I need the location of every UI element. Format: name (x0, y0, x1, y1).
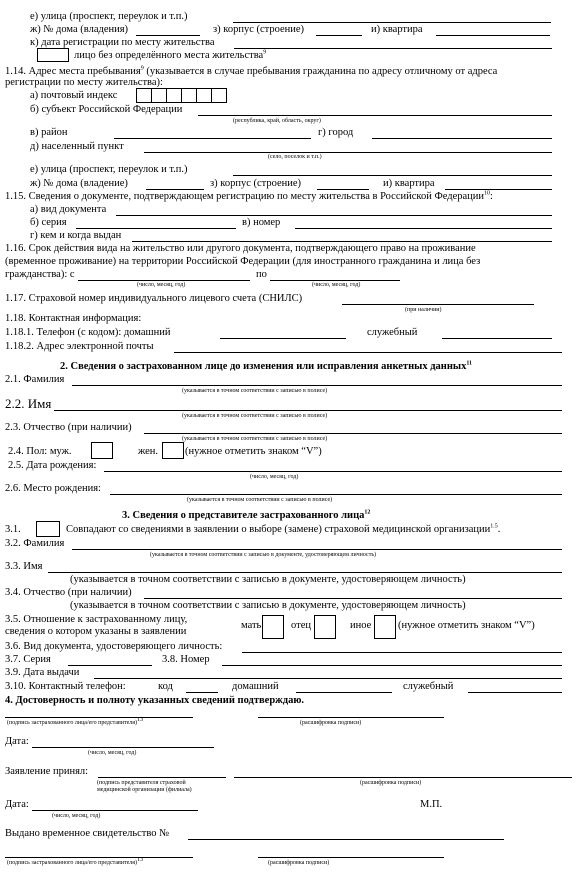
district-label: в) район (30, 127, 68, 138)
s3-match-checkbox[interactable] (36, 521, 60, 537)
s114-building-label: з) корпус (строение) (210, 178, 302, 189)
mp-label: М.П. (420, 799, 443, 810)
issued-field[interactable] (132, 241, 552, 242)
phone-home-label: 1.18.1. Телефон (с кодом): домашний (5, 327, 171, 338)
postcode-cell[interactable] (181, 88, 197, 103)
s3-issuedate-field[interactable] (94, 678, 562, 679)
apt-label: и) квартира (371, 24, 423, 35)
validfrom-hint: (число, месяц, год) (137, 282, 186, 288)
s2-birthplace-field[interactable] (110, 494, 562, 495)
street-field[interactable] (233, 22, 551, 23)
snils-field[interactable] (342, 304, 534, 305)
s3-match-num: 3.1. (5, 524, 21, 535)
s2-birthplace-hint: (указывается в точном соответствии с записью в полисе) (187, 497, 333, 503)
s114-street-field[interactable] (233, 175, 552, 176)
mother-checkbox[interactable] (262, 615, 284, 639)
accepted-label: Заявление принял: (5, 766, 89, 777)
regdate-label: к) дата регистрации по месту жительства (30, 37, 215, 48)
s2-sex-label: 2.4. Пол: муж. (8, 446, 72, 457)
snils-hint: (при наличии) (405, 307, 442, 313)
rep-hint1: (подпись представителя страховой (97, 780, 186, 786)
s2-name-hint: (указывается в точном соответствии с записью в полисе) (182, 413, 328, 419)
postcode-cell[interactable] (136, 88, 152, 103)
s3-relation-label2: сведения о котором указаны в заявлении (5, 626, 187, 637)
s3-surname-field[interactable] (72, 549, 562, 550)
signature2-decode-hint: (расшифровка подписи) (268, 860, 330, 866)
city-field[interactable] (372, 138, 552, 139)
apt-field[interactable] (436, 35, 550, 36)
other-checkbox[interactable] (374, 615, 396, 639)
postcode-cell[interactable] (211, 88, 227, 103)
phone-work-field[interactable] (442, 338, 552, 339)
series-label: б) серия (30, 217, 67, 228)
s3-name-hint: (указывается в точном соответствии с записью в документе, удостоверяющем личность) (70, 574, 466, 585)
s114-building-field[interactable] (317, 189, 369, 190)
email-field[interactable] (174, 352, 562, 353)
date2-field[interactable] (32, 810, 198, 811)
doctype-field[interactable] (116, 215, 552, 216)
s3-match-label: Совпадают со сведениями в заявлении о выборе (замене) страховой медицинской организации$^{1.5}$. (66, 523, 501, 535)
signature2-decode-line[interactable] (258, 857, 444, 858)
female-label: жен. (138, 446, 159, 457)
male-checkbox[interactable] (91, 442, 113, 459)
building-label: з) корпус (строение) (213, 24, 305, 35)
signature2-hint: (подпись застрахованного лица/его представителя)$^{13}$ (7, 857, 144, 866)
s3-number-label: 3.8. Номер (162, 654, 210, 665)
s3-number-field[interactable] (222, 665, 562, 666)
signature-decode-hint: (расшифровка подписи) (300, 720, 362, 726)
phone-home-field[interactable] (220, 338, 346, 339)
house-field[interactable] (136, 35, 200, 36)
subject-label: б) субъект Российской Федерации (30, 104, 183, 115)
s114-apt-field[interactable] (445, 189, 552, 190)
s2-patronymic-field[interactable] (144, 433, 562, 434)
s114-house-label: ж) № дома (владение) (30, 178, 128, 189)
s2-name-field[interactable] (54, 410, 562, 411)
date1-label: Дата: (5, 736, 29, 747)
subject-hint: (республика, край, область, округ) (233, 118, 321, 124)
s3-mark-hint: (нужное отметить знаком “V”) (398, 620, 535, 631)
date2-hint: (число, месяц, год) (52, 813, 101, 819)
section3-heading: 3. Сведения о представителе застрахованного лица$^{12}$ (122, 509, 371, 521)
s2-surname-label: 2.1. Фамилия (5, 374, 65, 385)
s2-birthdate-field[interactable] (104, 471, 562, 472)
noplace-label: лицо без определённого места жительства$^9$ (74, 49, 267, 61)
s2-surname-field[interactable] (72, 385, 562, 386)
validto-hint: (число, месяц, год) (312, 282, 361, 288)
accepted-decode-field[interactable] (234, 777, 572, 778)
s3-relation-label1: 3.5. Отношение к застрахованному лицу, (5, 614, 188, 625)
phone-work-label: служебный (367, 327, 418, 338)
issued-label: г) кем и когда выдан (30, 230, 122, 241)
s114-apt-label: и) квартира (383, 178, 435, 189)
postcode-cell[interactable] (166, 88, 182, 103)
date1-hint: (число, месяц, год) (88, 750, 137, 756)
street-label: е) улица (проспект, переулок и т.п.) (30, 11, 188, 22)
locality-field[interactable] (144, 152, 552, 153)
number-label: в) номер (242, 217, 281, 228)
accepted-sign-field[interactable] (98, 777, 226, 778)
s3-home-field[interactable] (296, 692, 392, 693)
validfrom-field[interactable] (78, 280, 250, 281)
s2-birthplace-label: 2.6. Место рождения: (5, 483, 101, 494)
s3-patronymic-field[interactable] (144, 598, 562, 599)
s2-birthdate-label: 2.5. Дата рождения: (8, 460, 97, 471)
s116-line2: (временное проживание) на территории Российской Федерации (для иностранного гражданина и лица без (5, 256, 481, 267)
s3-work-field[interactable] (468, 692, 562, 693)
s2-surname-hint: (указывается в точном соответствии с записью в полисе) (182, 388, 328, 394)
s2-name-label: 2.2. Имя (5, 396, 52, 411)
s3-patronymic-hint: (указывается в точном соответствии с записью в документе, удостоверяющем личность) (70, 600, 466, 611)
s3-patronymic-label: 3.4. Отчество (при наличии) (5, 587, 132, 598)
female-checkbox[interactable] (162, 442, 184, 459)
s2-mark-hint: (нужное отметить знаком “V”) (185, 446, 322, 457)
s3-surname-label: 3.2. Фамилия (5, 538, 65, 549)
father-label: отец (291, 620, 311, 631)
s3-work-label: служебный (403, 681, 454, 692)
s3-home-label: домашний (232, 681, 279, 692)
email-label: 1.18.2. Адрес электронной почты (5, 341, 154, 352)
signature-line[interactable] (5, 717, 193, 718)
father-checkbox[interactable] (314, 615, 336, 639)
s2-patronymic-label: 2.3. Отчество (при наличии) (5, 422, 132, 433)
s3-series-field[interactable] (68, 665, 152, 666)
s3-surname-hint: (указывается в точном соответствии с записью в документе, удостоверяющем личность) (150, 552, 377, 558)
s116-line1: 1.16. Срок действия вида на жительство или другого документа, подтверждающего право на проживание (5, 243, 476, 254)
s114-title: 1.14. Адрес места пребывания$^9$ (указывается в случае пребывания гражданина по адресу отличному от адреса (5, 65, 498, 77)
s3-series-label: 3.7. Серия (5, 654, 51, 665)
postcode-label: а) почтовый индекс (30, 90, 118, 101)
postcode-cell[interactable] (151, 88, 167, 103)
s3-code-field[interactable] (186, 692, 218, 693)
s114-title-line2: регистрации по месту жительства): (5, 77, 163, 88)
regdate-field[interactable] (234, 48, 552, 49)
contact-title: 1.18. Контактная информация: (5, 313, 142, 324)
district-field[interactable] (114, 138, 311, 139)
house-label: ж) № дома (владения) (30, 24, 129, 35)
signature2-line[interactable] (5, 857, 193, 858)
mother-label: мать (241, 620, 262, 631)
noplace-checkbox[interactable] (37, 48, 69, 62)
s3-name-field[interactable] (48, 572, 562, 573)
doctype-label: а) вид документа (30, 204, 107, 215)
s3-issuedate-label: 3.9. Дата выдачи (5, 667, 80, 678)
cert-field[interactable] (188, 839, 504, 840)
s2-patronymic-hint: (указывается в точном соответствии с записью в полисе) (182, 436, 328, 442)
rep-hint2: медицинской организации (филиала) (97, 787, 192, 793)
number-field[interactable] (295, 228, 552, 229)
city-label: г) город (318, 127, 354, 138)
signature-decode-line[interactable] (258, 717, 444, 718)
s3-iddoc-label: 3.6. Вид документа, удостоверяющего личность: (5, 641, 223, 652)
locality-hint: (село, поселок и т.п.) (268, 154, 322, 160)
signature-hint: (подпись застрахованного лица/его представителя)$^{13}$ (7, 717, 144, 726)
date1-field[interactable] (32, 747, 214, 748)
s3-phone-label: 3.10. Контактный телефон: (5, 681, 126, 692)
s116-line3a: гражданства): с (5, 269, 75, 280)
series-field[interactable] (76, 228, 236, 229)
s3-name-label: 3.3. Имя (5, 561, 43, 572)
locality-label: д) населенный пункт (30, 141, 124, 152)
s2-birthdate-hint: (число, месяц, год) (250, 474, 299, 480)
snils-label: 1.17. Страховой номер индивидуального лицевого счета (СНИЛС) (5, 293, 303, 304)
s3-code-label: код (158, 681, 173, 692)
s114-street-label: е) улица (проспект, переулок и т.п.) (30, 164, 188, 175)
postcode-cell[interactable] (196, 88, 212, 103)
section2-heading: 2. Сведения о застрахованном лице до изменения или исправления анкетных данных$^{11}$ (60, 360, 472, 372)
cert-label: Выдано временное свидетельство № (5, 828, 170, 839)
validto-field[interactable] (270, 280, 400, 281)
s3-iddoc-field[interactable] (242, 652, 562, 653)
accepted-decode-hint: (расшифровка подписи) (360, 780, 422, 786)
subject-field[interactable] (198, 115, 552, 116)
s115-title: 1.15. Сведения о документе, подтверждающем регистрацию по месту жительства в Российской Федерации$^{10}$: (5, 190, 493, 202)
section4-heading: 4. Достоверность и полноту указанных сведений подтверждаю. (5, 695, 304, 706)
date2-label: Дата: (5, 799, 29, 810)
s116-line3b: по (256, 269, 267, 280)
other-label: иное (350, 620, 372, 631)
building-field[interactable] (316, 35, 362, 36)
s114-house-field[interactable] (146, 189, 204, 190)
